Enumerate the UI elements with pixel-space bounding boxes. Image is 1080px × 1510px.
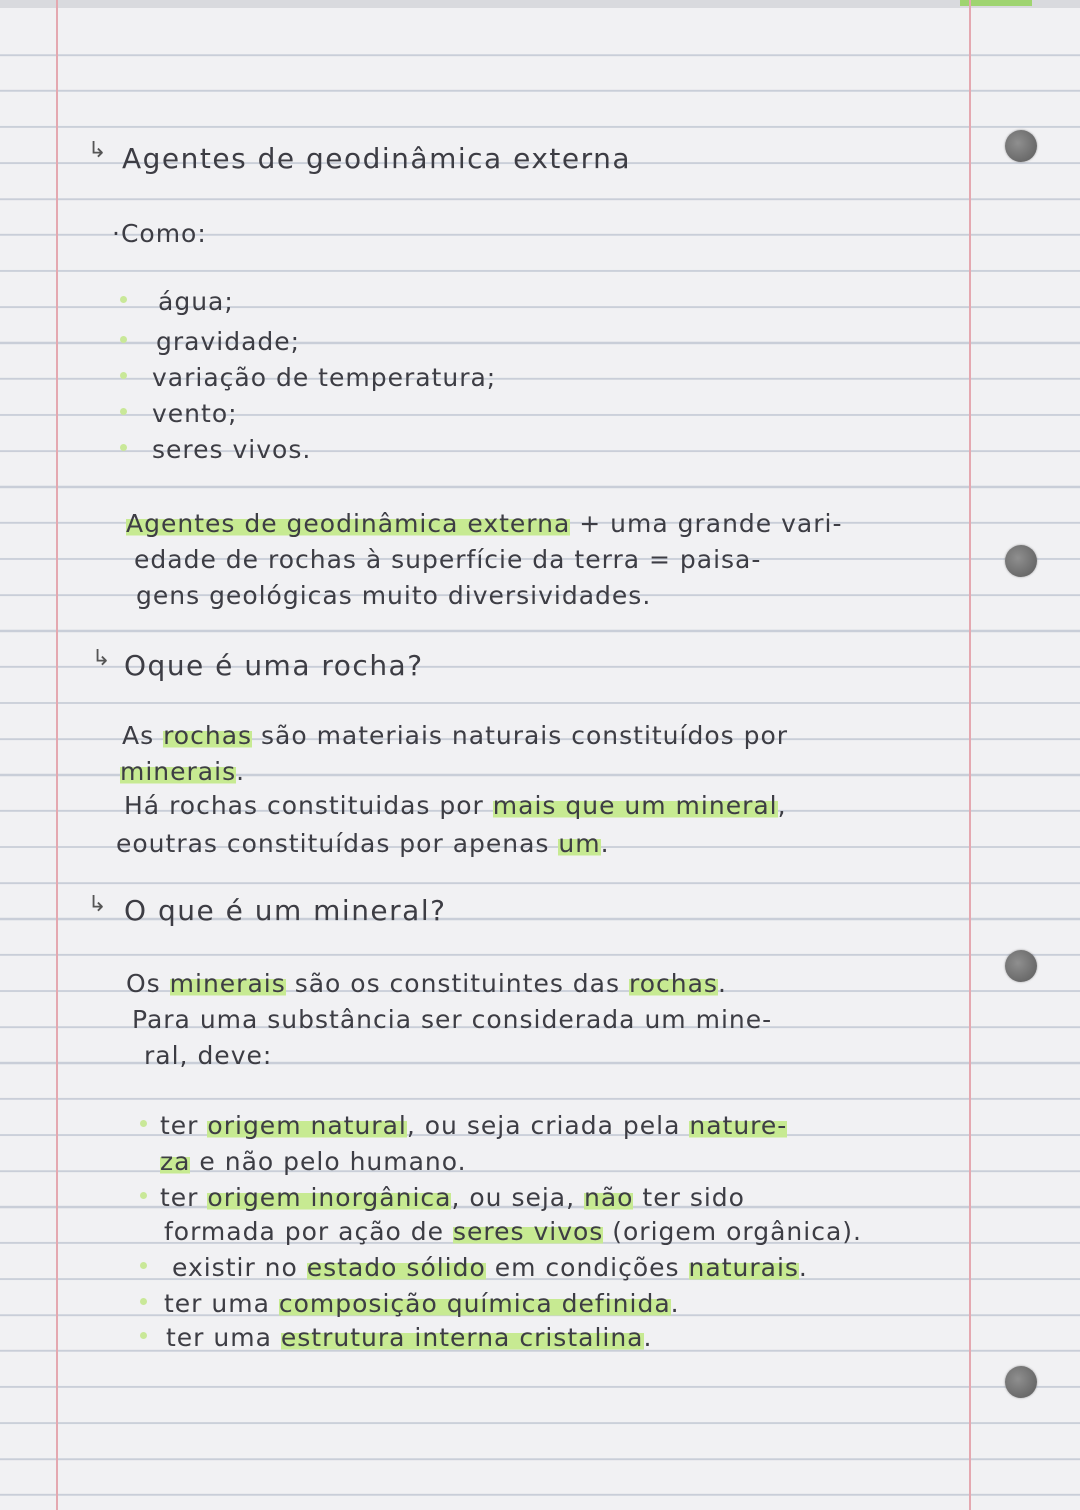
text-run: , ou seja,	[451, 1183, 585, 1212]
arrow-bullet-icon: ↳	[88, 138, 107, 163]
bullet-dot-icon	[120, 296, 127, 303]
page-top-edge	[0, 0, 1080, 8]
highlight: za	[160, 1147, 191, 1176]
text-run: eoutras constituídas por apenas	[116, 829, 559, 858]
text-run: existir no	[172, 1253, 307, 1282]
text-run: (origem orgânica).	[603, 1217, 862, 1246]
bullet-dot-icon	[140, 1120, 147, 1127]
text-run: ter uma	[164, 1289, 279, 1318]
highlight: rochas	[628, 969, 718, 998]
requirement-4	[164, 1288, 680, 1320]
text-run: são os constituintes das	[285, 969, 629, 998]
highlight: minerais	[120, 757, 237, 786]
text-run: são materiais naturais constituídos por	[252, 721, 789, 750]
requirement-2	[160, 1182, 745, 1214]
text-run: ,	[777, 791, 787, 820]
binder-hole	[1005, 545, 1037, 577]
requirement-3	[172, 1252, 808, 1284]
requirement-5	[166, 1322, 652, 1354]
highlight: origem inorgânica	[207, 1183, 452, 1212]
highlight: um	[558, 829, 601, 858]
highlight: naturais	[688, 1253, 799, 1282]
arrow-bullet-icon: ↳	[92, 646, 111, 671]
text-run: Os	[126, 969, 170, 998]
heading-rock: Oque é uma rocha?	[124, 649, 424, 682]
summary-line-3: gens geológicas muito diversividades.	[136, 581, 652, 610]
text-run: ter sido	[633, 1183, 745, 1212]
bullet-dot-icon	[120, 444, 127, 451]
text-run: formada por ação de	[164, 1217, 453, 1246]
highlight: não	[584, 1183, 634, 1212]
list-item: vento;	[152, 399, 238, 428]
text-run: Há rochas constituidas por	[124, 791, 493, 820]
como-label: ·Como:	[112, 219, 207, 248]
text-run: + uma grande vari-	[570, 509, 843, 538]
rock-line-2	[120, 756, 245, 788]
list-item: gravidade;	[156, 327, 301, 356]
bullet-dot-icon	[120, 336, 127, 343]
text-run: ter	[160, 1183, 208, 1212]
mineral-line-3: ral, deve:	[144, 1041, 273, 1070]
arrow-bullet-icon: ↳	[88, 892, 107, 917]
highlight: nature-	[689, 1111, 788, 1140]
text-run: em condições	[485, 1253, 689, 1282]
rock-line-3	[124, 790, 787, 822]
highlight: Agentes de geodinâmica externa	[126, 509, 571, 538]
list-item: água;	[158, 287, 234, 316]
highlight: minerais	[169, 969, 286, 998]
summary-line-2: edade de rochas à superfície da terra = paisa-	[134, 545, 762, 574]
text-run: .	[798, 1253, 808, 1282]
highlight: seres vivos	[452, 1217, 604, 1246]
binder-hole	[1005, 1366, 1037, 1398]
bullet-dot-icon	[120, 408, 127, 415]
binder-hole	[1005, 950, 1037, 982]
highlight: estado sólido	[306, 1253, 486, 1282]
highlight: composição química definida	[278, 1289, 671, 1318]
highlight: origem natural	[207, 1111, 407, 1140]
requirement-1	[160, 1110, 787, 1142]
summary-line-1	[126, 508, 843, 540]
text-run: ter uma	[166, 1323, 281, 1352]
list-item: seres vivos.	[152, 435, 312, 464]
right-margin-line	[969, 0, 971, 1510]
heading-agents: Agentes de geodinâmica externa	[122, 142, 632, 175]
mineral-line-2: Para uma substância ser considerada um mine-	[132, 1005, 773, 1034]
requirement-1-cont	[160, 1146, 467, 1178]
text-run: .	[717, 969, 727, 998]
text-run: , ou seja criada pela	[406, 1111, 690, 1140]
heading-mineral: O que é um mineral?	[124, 894, 447, 927]
highlight: estrutura interna cristalina	[280, 1323, 644, 1352]
text-run: .	[670, 1289, 680, 1318]
rock-line-4	[116, 828, 610, 860]
bullet-dot-icon	[120, 372, 127, 379]
rock-line-1	[122, 720, 788, 752]
binder-hole	[1005, 130, 1037, 162]
left-margin-line	[56, 0, 58, 1510]
text-run: .	[236, 757, 246, 786]
requirement-2-cont	[164, 1216, 862, 1248]
highlight: mais que um mineral	[492, 791, 778, 820]
highlight: rochas	[163, 721, 253, 750]
mineral-line-1	[126, 968, 727, 1000]
text-run: e não pelo humano.	[190, 1147, 467, 1176]
text-run: .	[643, 1323, 653, 1352]
text-run: .	[600, 829, 610, 858]
bullet-dot-icon	[140, 1192, 147, 1199]
bullet-dot-icon	[140, 1262, 147, 1269]
text-run: ter	[160, 1111, 208, 1140]
list-item: variação de temperatura;	[152, 363, 497, 392]
text-run: As	[122, 721, 164, 750]
bullet-dot-icon	[140, 1298, 147, 1305]
bullet-dot-icon	[140, 1332, 147, 1339]
